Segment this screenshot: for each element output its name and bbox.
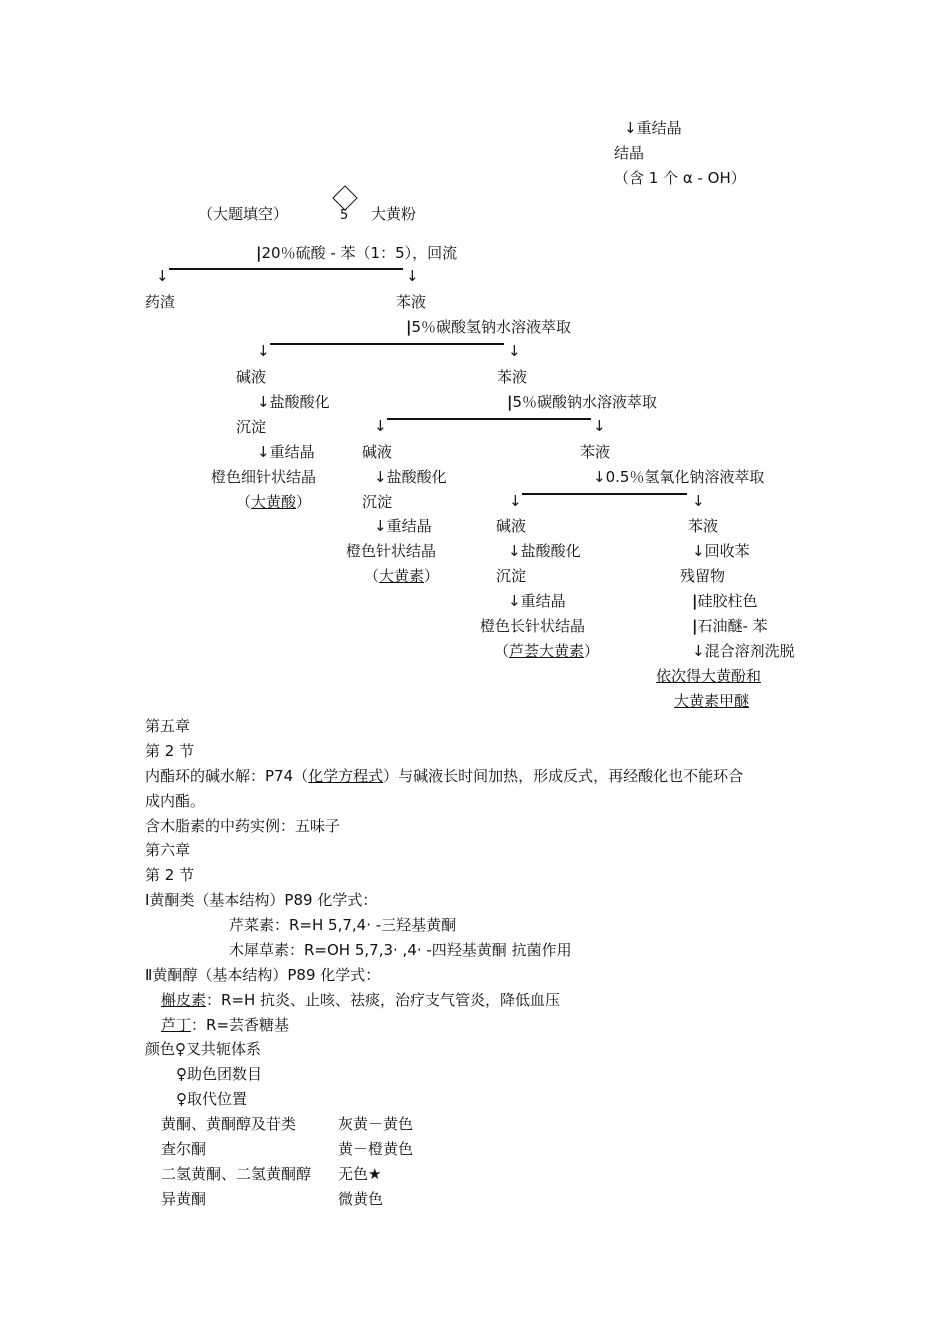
luteolin-line: 木犀草素：R=OH 5,7,3· ,4· -四羟基黄酮 抗菌作用 xyxy=(229,941,572,959)
extract-step-1: |5％碳酸氢钠水溶液萃取 xyxy=(406,318,572,336)
arrow-down-icon: ↓ xyxy=(406,267,419,285)
recrystallize-3: ↓重结晶 xyxy=(508,592,566,610)
acidify-step-3: ↓盐酸酸化 xyxy=(508,542,581,560)
residue-2: 残留物 xyxy=(680,567,726,585)
chapter-6-heading: 第六章 xyxy=(145,841,191,859)
color-class: 异黄酮 xyxy=(161,1190,207,1208)
arrow-down-icon: ↓ xyxy=(508,342,521,360)
silica-column: |硅胶柱色 xyxy=(692,592,758,610)
extract-step-2: |5％碳酸钠水溶液萃取 xyxy=(507,393,658,411)
rhein-label: （大黄酸） xyxy=(236,493,312,511)
petroleum-ether-benzene: |石油醚- 苯 xyxy=(692,617,768,635)
lactone-note-cont: 成内酯。 xyxy=(145,792,206,810)
benzene-solution-3: 苯液 xyxy=(580,443,611,461)
lignan-note: 含木脂素的中药实例：五味子 xyxy=(145,817,341,835)
drug-residue: 药渣 xyxy=(145,293,176,311)
long-needle-crystal: 橙色长针状结晶 xyxy=(480,617,586,635)
top-contains-alpha-oh: （含 1 个 α - OH） xyxy=(614,169,746,187)
arrow-down-icon: ↓ xyxy=(509,492,522,510)
color-class: 黄酮、黄酮醇及苷类 xyxy=(161,1115,297,1133)
step-number: 5 xyxy=(340,208,349,223)
precipitate-1: 沉淀 xyxy=(236,418,267,436)
rutin-line: 芦丁：R=芸香糖基 xyxy=(161,1016,290,1034)
color-value: 黄－橙黄色 xyxy=(338,1140,414,1158)
acidify-step-1: ↓盐酸酸化 xyxy=(257,393,330,411)
flavone-heading: Ⅰ黄酮类（基本结构）P89 化学式： xyxy=(145,891,378,909)
arrow-down-icon: ↓ xyxy=(374,417,387,435)
branch-line xyxy=(522,493,687,495)
color-bullet-3: ♀取代位置 xyxy=(176,1090,247,1108)
top-crystal: 结晶 xyxy=(614,144,645,162)
branch-line xyxy=(387,418,591,420)
quercetin-line: 槲皮素：R=H 抗炎、止咳、祛痰，治疗支气管炎，降低血压 xyxy=(161,991,561,1009)
fine-needle-crystal: 橙色细针状结晶 xyxy=(211,468,317,486)
precipitate-3: 沉淀 xyxy=(496,567,527,585)
color-bullet-2: ♀助色团数目 xyxy=(176,1065,262,1083)
arrow-down-icon: ↓ xyxy=(156,267,169,285)
final-products-2: 大黄素甲醚 xyxy=(674,692,750,710)
arrow-down-icon: ↓ xyxy=(257,342,270,360)
alkali-solution-1: 碱液 xyxy=(236,368,267,386)
color-value: 无色★ xyxy=(338,1165,382,1183)
color-class: 查尔酮 xyxy=(161,1140,207,1158)
needle-crystal: 橙色针状结晶 xyxy=(346,542,437,560)
benzene-solution-4: 苯液 xyxy=(688,517,719,535)
aloe-emodin-label: （芦荟大黄素） xyxy=(494,642,600,660)
precipitate-2: 沉淀 xyxy=(362,493,393,511)
color-class: 二氢黄酮、二氢黄酮醇 xyxy=(161,1165,312,1183)
top-recrystallize: ↓重结晶 xyxy=(624,119,682,137)
apigenin-line: 芹菜素：R=H 5,7,4· -三羟基黄酮 xyxy=(229,916,457,934)
reflux-step: |20％硫酸 - 苯（1：5），回流 xyxy=(256,244,458,262)
benzene-solution-2: 苯液 xyxy=(497,368,528,386)
alkali-solution-3: 碱液 xyxy=(496,517,527,535)
recover-benzene: ↓回收苯 xyxy=(692,542,750,560)
recrystallize-1: ↓重结晶 xyxy=(257,443,315,461)
emodin-label: （大黄素） xyxy=(364,567,440,585)
elute-step: ↓混合溶剂洗脱 xyxy=(692,642,795,660)
lactone-note: 内酯环的碱水解：P74（化学方程式）与碱液长时间加热，形成反式，再经酸化也不能环合 xyxy=(145,767,744,785)
color-value: 微黄色 xyxy=(338,1190,384,1208)
recrystallize-2: ↓重结晶 xyxy=(374,517,432,535)
fill-blank-note: （大题填空） xyxy=(198,205,289,223)
flavonol-heading: Ⅱ黄酮醇（基本结构）P89 化学式： xyxy=(145,966,381,984)
alkali-solution-2: 碱液 xyxy=(362,443,393,461)
arrow-down-icon: ↓ xyxy=(692,492,705,510)
color-heading: 颜色♀叉共轭体系 xyxy=(145,1040,262,1058)
benzene-solution-1: 苯液 xyxy=(396,293,427,311)
section-2-heading: 第 2 节 xyxy=(145,742,195,760)
section-2b-heading: 第 2 节 xyxy=(145,866,195,884)
final-products-1: 依次得大黄酚和 xyxy=(656,667,762,685)
chapter-5-heading: 第五章 xyxy=(145,717,191,735)
arrow-down-icon: ↓ xyxy=(593,417,606,435)
acidify-step-2: ↓盐酸酸化 xyxy=(374,468,447,486)
rhubarb-powder: 大黄粉 xyxy=(371,205,417,223)
color-value: 灰黄－黄色 xyxy=(338,1115,414,1133)
extract-step-3: ↓0.5％氢氧化钠溶液萃取 xyxy=(593,468,765,486)
branch-line xyxy=(270,343,504,345)
branch-line xyxy=(169,268,403,270)
